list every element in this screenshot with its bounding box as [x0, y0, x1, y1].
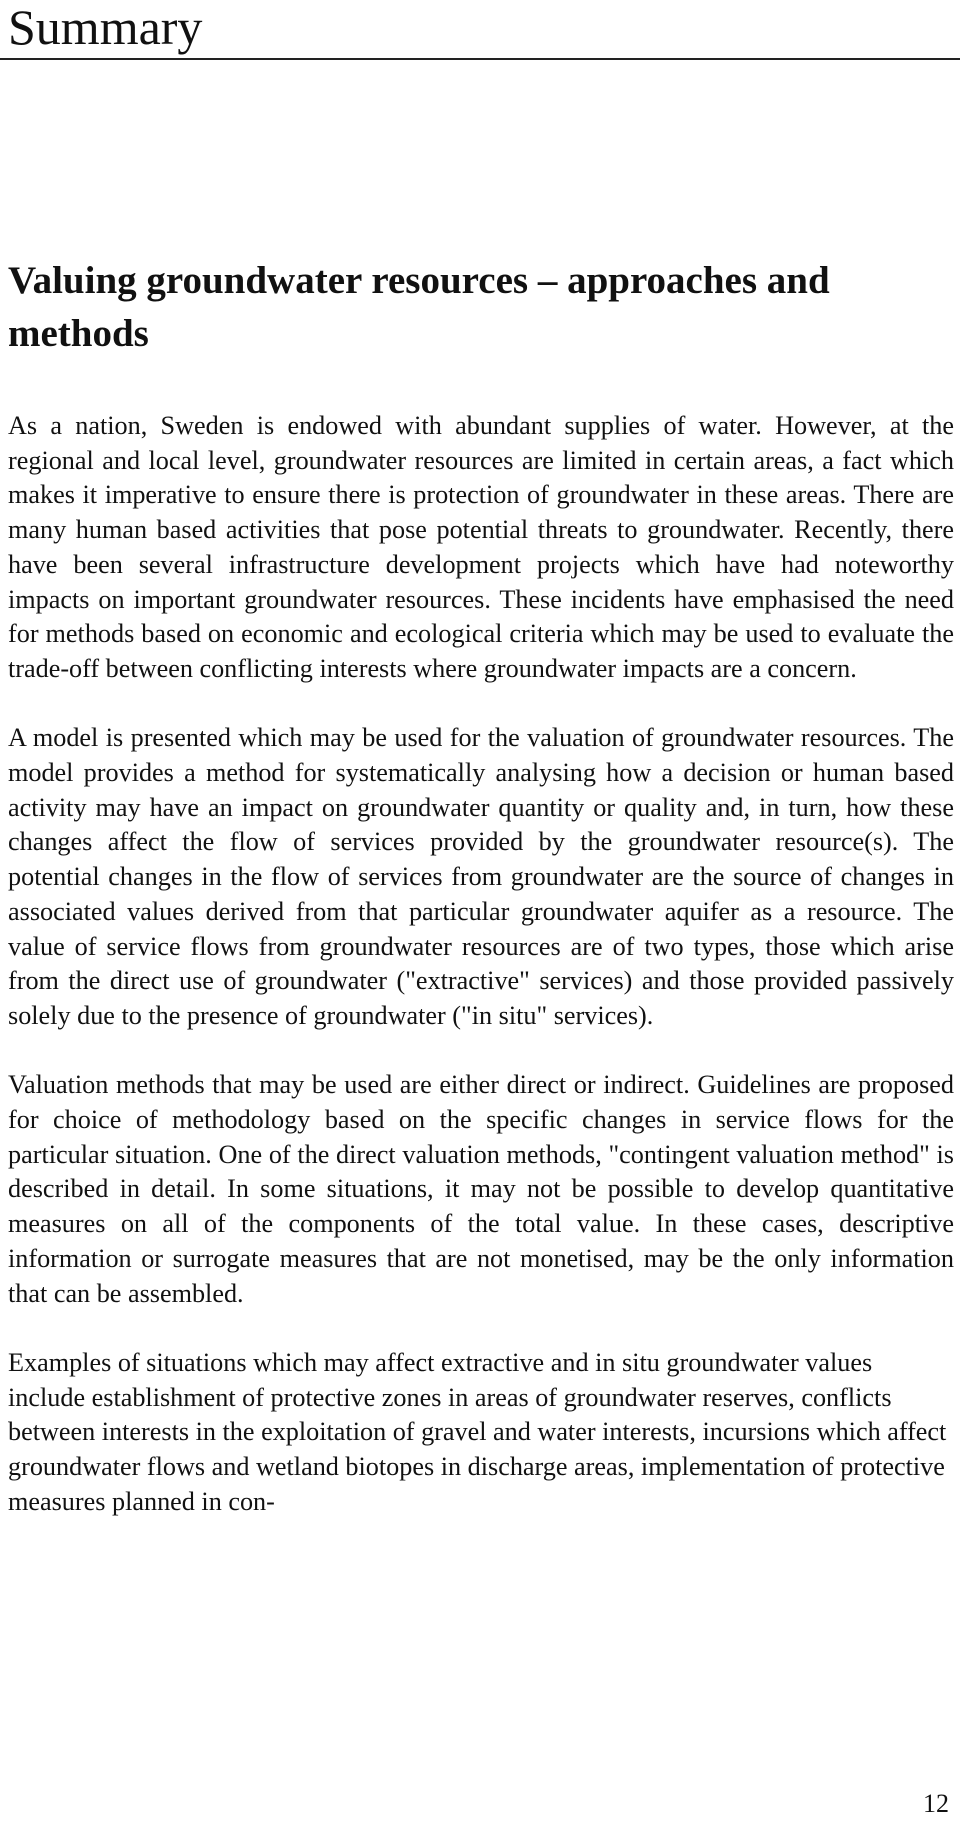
paragraph-model: A model is presented which may be used for the valuation of groundwater resources. The model provides a method for systematically analysing how a decision or human based activity may have an impact on groundwater quantity or quality and, in turn, how these changes affect the flow of services provided by the groundwater resource(s). The potential changes in the flow of services from groundwater are the source of changes in associated values derived from that particular groundwater aquifer as a resource. The value of service flows from groundwater resources are of two types, those which arise from the direct use of groundwater ("extractive" services) and those provided passively solely due to the presence of groundwater ("in situ" services).: [8, 723, 954, 1030]
paragraph-examples: Examples of situations which may affect extractive and in situ groundwater values include establishment of protective zones in areas of groundwater reserves, conflicts between interests in the exploitation of gravel and water interests, incursions which affect groundwater flows and wetland biotopes in discharge areas, implementation of protective measures planned in con-: [8, 1347, 947, 1516]
paragraph-valuation-methods: Valuation methods that may be used are either direct or indirect. Guidelines are proposed for choice of methodology based on the specific changes in service flows for the particular situation. One of the direct valuation methods, "contingent valuation method" is described in detail. In some situations, it may not be possible to develop quantitative measures on all of the components of the total value. In these cases, descriptive information or surrogate measures that are not monetised, may be the only information that can be assembled.: [8, 1070, 954, 1308]
body-text: [8, 409, 954, 1554]
section-title: Valuing groundwater resources – approaches and methods: [8, 259, 830, 355]
page-number: 12: [923, 1789, 949, 1818]
page-heading: Summary: [8, 0, 203, 55]
paragraph-intro: As a nation, Sweden is endowed with abundant supplies of water. However, at the regional and local level, groundwater resources are limited in certain areas, a fact which makes it imperative to ensure there is protection of groundwater in these areas. There are many human based activities that pose potential threats to groundwater. Recently, there have been several infrastructure development projects which have had noteworthy impacts on important groundwater resources. These incidents have emphasised the need for methods based on economic and ecological criteria which may be used to evaluate the trade-off between conflicting interests where groundwater impacts are a concern.: [8, 411, 954, 683]
heading-rule: [0, 58, 960, 60]
